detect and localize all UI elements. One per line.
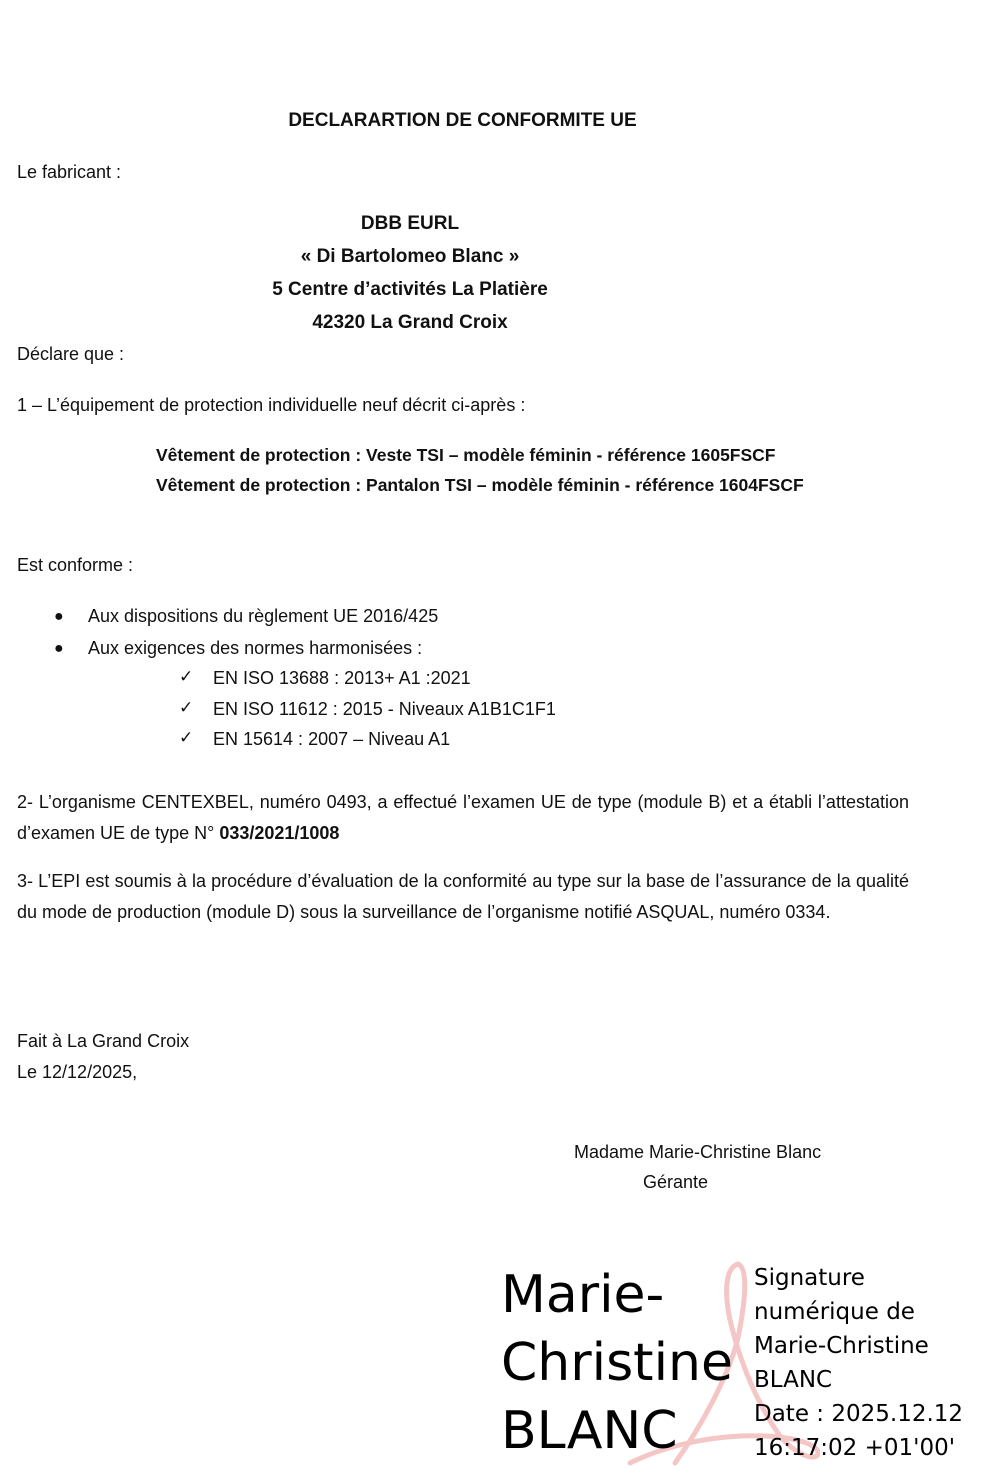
place: Fait à La Grand Croix [17, 1031, 190, 1051]
manufacturer-label: Le fabricant : [17, 162, 122, 182]
signatory-role: Gérante [643, 1172, 709, 1192]
signature-name-line2: Christine [501, 1333, 733, 1393]
bullet-item: Aux dispositions du règlement UE 2016/425 [88, 606, 439, 626]
signatory-name: Madame Marie-Christine Blanc [574, 1142, 822, 1162]
certificate-number: 033/2021/1008 [219, 822, 340, 843]
standard-item: EN ISO 13688 : 2013+ A1 :2021 [213, 668, 471, 688]
section2-text: 2- L’organisme CENTEXBEL, numéro 0493, a effectué l’examen UE de type (module B) et a établi l’attestation d’examen UE de type N° [17, 792, 909, 843]
bullet-icon: ● [54, 640, 64, 657]
signature-name-line3: BLANC [501, 1401, 678, 1461]
checkmark-icon: ✓ [179, 667, 194, 686]
signature-info-time: 16:17:02 +01'00' [754, 1435, 956, 1461]
section2-paragraph [17, 787, 909, 848]
signature-info-line: Signature [754, 1265, 865, 1291]
document-title: DECLARARTION DE CONFORMITE UE [288, 110, 637, 131]
product-item: Vêtement de protection : Pantalon TSI – modèle féminin - référence 1604FSCF [156, 475, 804, 495]
bullet-item: Aux exigences des normes harmonisées : [88, 638, 423, 658]
signature-info-line: numérique de [754, 1299, 915, 1325]
signature-info-line: BLANC [754, 1367, 833, 1393]
standard-item: EN 15614 : 2007 – Niveau A1 [213, 729, 451, 749]
signature-name-line1: Marie- [501, 1265, 665, 1325]
manufacturer-trade-name: « Di Bartolomeo Blanc » [300, 246, 520, 267]
declares-label: Déclare que : [17, 344, 125, 364]
checkmark-icon: ✓ [179, 728, 194, 747]
manufacturer-address-line1: 5 Centre d’activités La Platière [272, 279, 548, 300]
bullet-icon: ● [54, 608, 64, 625]
conforms-label: Est conforme : [17, 555, 134, 575]
manufacturer-address-line2: 42320 La Grand Croix [312, 312, 508, 333]
manufacturer-name: DBB EURL [360, 213, 460, 234]
section1-intro: 1 – L’équipement de protection individuelle neuf décrit ci-après : [17, 395, 526, 415]
standard-item: EN ISO 11612 : 2015 - Niveaux A1B1C1F1 [213, 699, 556, 719]
product-item: Vêtement de protection : Veste TSI – modèle féminin - référence 1605FSCF [156, 445, 776, 465]
date: Le 12/12/2025, [17, 1062, 138, 1082]
signature-info-line: Marie-Christine [754, 1333, 929, 1359]
signature-info-date: Date : 2025.12.12 [754, 1401, 964, 1427]
section3-paragraph: 3- L’EPI est soumis à la procédure d’évaluation de la conformité au type sur la base de l’assurance de la qualité du mode de production (module D) sous la surveillance de l’organisme notifié ASQUAL, numéro 0334. [17, 871, 909, 922]
checkmark-icon: ✓ [179, 698, 194, 717]
